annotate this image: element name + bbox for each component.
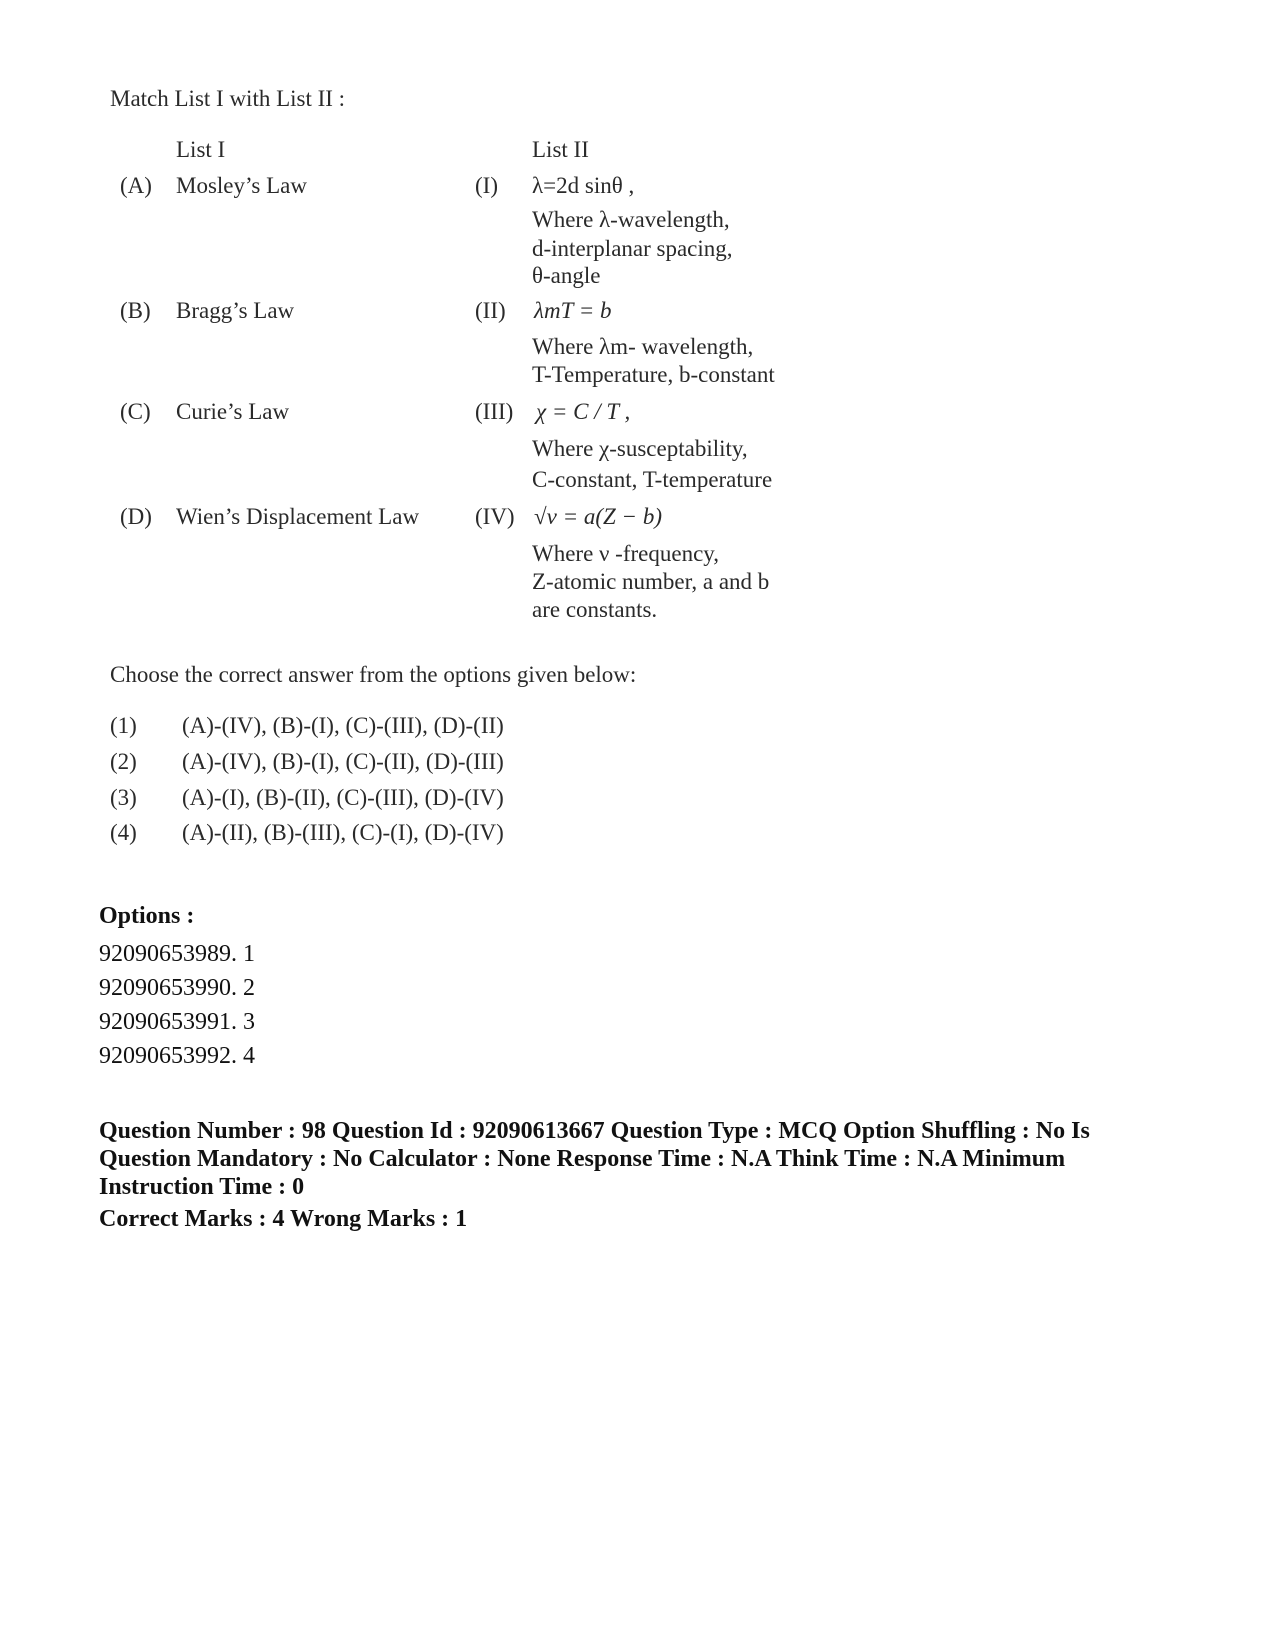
option-item: 92090653990. 2 (99, 975, 255, 1001)
list1-item: Curie’s Law (176, 399, 290, 424)
list1-label: (B) (120, 298, 151, 323)
list2-label: (I) (475, 173, 498, 198)
choice-text: (A)-(IV), (B)-(I), (C)-(III), (D)-(II) (182, 713, 504, 738)
list1-item: Bragg’s Law (176, 298, 295, 323)
list2-line: T-Temperature, b-constant (532, 362, 775, 387)
choice-text: (A)-(II), (B)-(III), (C)-(I), (D)-(IV) (182, 820, 504, 845)
choice-text: (A)-(IV), (B)-(I), (C)-(II), (D)-(III) (182, 749, 504, 774)
question-prompt: Match List I with List II : (110, 86, 346, 111)
list2-header: List II (532, 137, 589, 162)
list2-formula: χ = C / T , (536, 399, 631, 424)
list2-formula: λ=2d sinθ , (532, 173, 635, 198)
choice-number: (1) (110, 713, 137, 738)
choice-number: (3) (110, 785, 137, 810)
list2-line: Z-atomic number, a and b (532, 569, 770, 594)
option-item: 92090653989. 1 (99, 941, 255, 967)
list2-label: (IV) (475, 504, 515, 529)
list2-label: (II) (475, 298, 506, 323)
option-item: 92090653991. 3 (99, 1009, 255, 1035)
list2-formula: λmT = b (534, 298, 612, 323)
list2-line: Where ν -frequency, (532, 541, 720, 566)
list1-item: Mosley’s Law (176, 173, 307, 198)
question-metadata: Question Number : 98 Question Id : 92090613667 Question Type : MCQ Option Shuffling : No Is Question Mandatory : No Calculator : None Response Time : N.A Think Time : N.A Minimum Instruction Time : 0 (99, 1118, 1090, 1200)
list2-formula: √ν = a(Z − b) (534, 504, 662, 529)
options-list (99, 937, 255, 1073)
list1-item: Wien’s Displacement Law (176, 504, 420, 529)
list2-label: (III) (475, 399, 514, 424)
choice-number: (4) (110, 820, 137, 845)
list2-line: d-interplanar spacing, (532, 236, 733, 261)
options-title: Options : (99, 903, 195, 929)
choice-number: (2) (110, 749, 137, 774)
list2-line: Where λm- wavelength, (532, 334, 754, 359)
list2-line: Where χ-susceptability, (532, 436, 748, 461)
list1-label: (A) (120, 173, 152, 198)
list1-header: List I (176, 137, 226, 162)
list2-line: C-constant, T-temperature (532, 467, 773, 492)
option-item: 92090653992. 4 (99, 1043, 255, 1069)
choose-instruction: Choose the correct answer from the options given below: (110, 662, 637, 687)
list1-label: (C) (120, 399, 151, 424)
list2-line: are constants. (532, 597, 658, 622)
marks-info: Correct Marks : 4 Wrong Marks : 1 (99, 1206, 468, 1232)
choice-text: (A)-(I), (B)-(II), (C)-(III), (D)-(IV) (182, 785, 504, 810)
list2-line: Where λ-wavelength, (532, 207, 730, 232)
list2-line: θ-angle (532, 263, 601, 288)
list1-label: (D) (120, 504, 152, 529)
